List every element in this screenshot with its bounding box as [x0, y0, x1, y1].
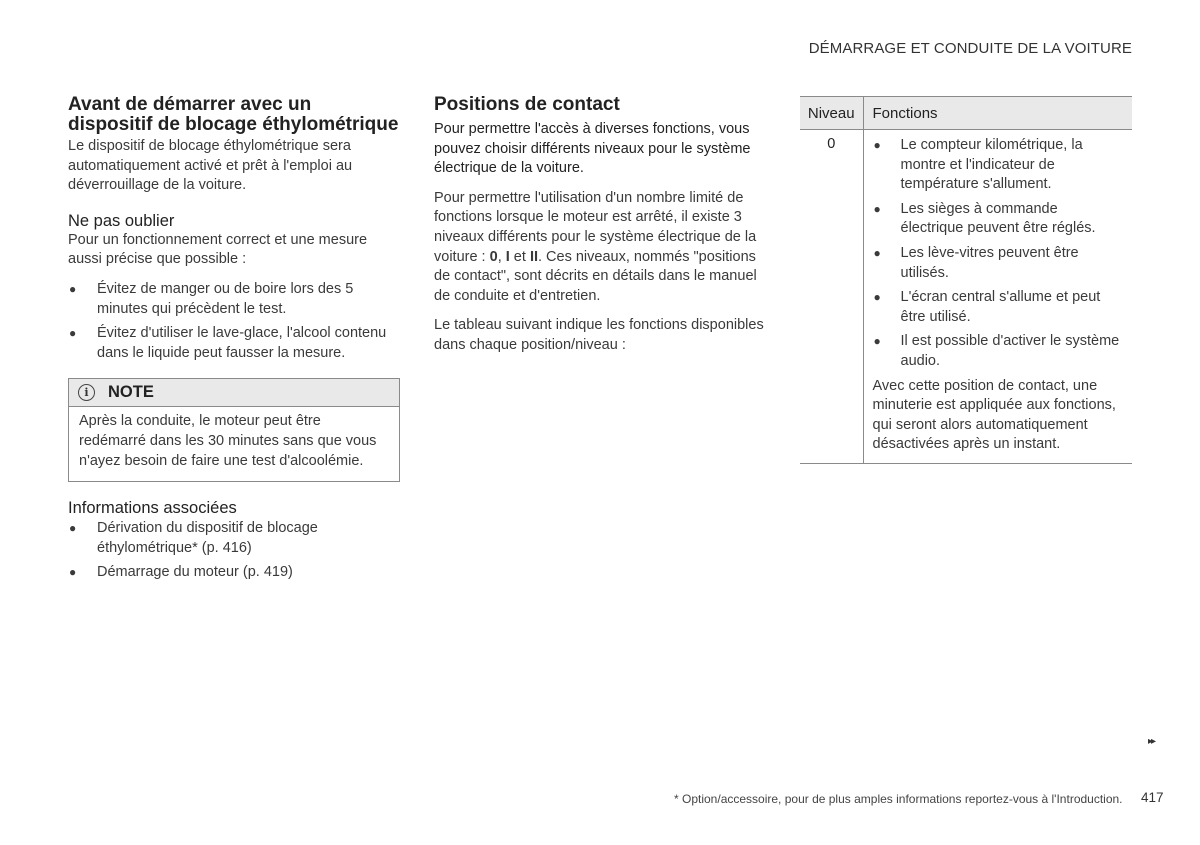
bullet-icon: ● — [69, 326, 77, 341]
reminder-list — [68, 280, 400, 363]
running-header: DÉMARRAGE ET CONDUITE DE LA VOITURE — [808, 40, 1132, 57]
list-item-text: Le compteur kilométrique, la montre et l'indicateur de température s'allument. — [900, 137, 1083, 193]
info-icon: i — [78, 384, 95, 401]
table-intro-paragraph: Le tableau suivant indique les fonctions disponibles dans chaque position/niveau : — [434, 317, 764, 353]
level-1-label: I — [505, 248, 510, 265]
bullet-icon: ● — [873, 334, 881, 349]
table-header-row — [800, 97, 1132, 130]
timer-note: Avec cette position de contact, une minuterie est appliquée aux fonctions, qui seront alors automatiquement désactivées après un instant. — [872, 377, 1116, 453]
list-item-text: Évitez d'utiliser le lave-glace, l'alcool contenu dans le liquide peut fausser la mesure. — [97, 325, 387, 361]
related-info-list — [68, 519, 400, 583]
list-item-text: Les sièges à commande électrique peuvent être réglés. — [900, 200, 1096, 237]
related-info-heading: Informations associées — [68, 499, 237, 518]
levels-paragraph — [434, 189, 764, 307]
list-item — [68, 280, 400, 319]
list-item — [873, 136, 1121, 195]
list-item — [873, 244, 1121, 283]
levels-text-start: Pour permettre l'utilisation d'un nombre limité de fonctions lorsque le moteur est arrêté, il existe 3 niveaux différents pour le système électrique de la voiture : — [434, 189, 757, 265]
list-item — [873, 332, 1121, 371]
section-title-ignition-positions: Positions de contact — [434, 94, 620, 115]
note-text: Après la conduite, le moteur peut être redémarré dans les 30 minutes sans que vous n'ayez besoin de faire une test d'alcoolémie. — [79, 413, 377, 469]
middle-column — [434, 95, 764, 356]
related-link-text[interactable]: Dérivation du dispositif de blocage éthylométrique* (p. 416) — [97, 520, 318, 556]
table-row — [800, 130, 1132, 464]
bullet-icon: ● — [873, 245, 881, 260]
bullet-icon: ● — [873, 138, 881, 152]
separator-text: , — [497, 248, 506, 265]
list-item — [873, 200, 1121, 239]
intro-paragraph: Le dispositif de blocage éthylométrique sera automatiquement activé et prêt à l'emploi au déverrouillage de la voiture. — [68, 138, 353, 194]
bullet-icon: ● — [69, 565, 77, 580]
list-item-text: Les lève-vitres peuvent être utilisés. — [900, 244, 1079, 281]
note-box — [68, 378, 400, 482]
list-item — [68, 324, 400, 363]
level-cell: 0 — [800, 130, 863, 464]
right-column — [800, 96, 1132, 464]
bullet-icon: ● — [873, 290, 881, 305]
bullet-icon: ● — [69, 521, 77, 536]
related-link[interactable] — [68, 563, 400, 583]
related-link[interactable] — [68, 519, 400, 558]
note-header — [69, 379, 399, 407]
section-title-breathalyzer: Avant de démarrer avec un dispositif de blocage éthylométrique — [68, 94, 399, 135]
level-0-label: 0 — [489, 248, 498, 265]
list-item-text: Évitez de manger ou de boire lors des 5 minutes qui précèdent le test. — [97, 280, 354, 317]
separator-text: et — [509, 248, 530, 265]
related-link-text[interactable]: Démarrage du moteur (p. 419) — [97, 564, 293, 581]
bullet-icon: ● — [69, 281, 77, 296]
column-header-level: Niveau — [800, 97, 863, 130]
reminder-heading: Ne pas oublier — [68, 211, 175, 230]
page-number: 417 — [1141, 790, 1164, 805]
list-item-text: L'écran central s'allume et peut être utilisé. — [900, 289, 1101, 325]
reminder-text: Pour un fonctionnement correct et une mesure aussi précise que possible : — [68, 231, 368, 268]
footnote: * Option/accessoire, pour de plus amples informations reportez-vous à l'Introduction. — [674, 792, 1123, 806]
left-column — [68, 95, 400, 588]
continue-arrow-icon: ▸▸ — [1148, 736, 1155, 747]
functions-list — [873, 136, 1121, 372]
bullet-icon: ● — [873, 201, 881, 216]
note-label: NOTE — [108, 383, 154, 402]
level-2-label: II — [529, 248, 538, 265]
lead-paragraph: Pour permettre l'accès à diverses fonctions, vous pouvez choisir différents niveaux pour le système électrique de la voiture. — [434, 121, 751, 177]
functions-cell — [863, 130, 1132, 464]
column-header-functions: Fonctions — [863, 97, 1132, 130]
levels-text-end: . Ces niveaux, nommés "positions de contact", sont décrits en détails dans le manuel de conduite et d'entretien. — [434, 248, 757, 304]
functions-table — [800, 96, 1132, 464]
list-item-text: Il est possible d'activer le système audio. — [900, 333, 1120, 369]
list-item — [873, 288, 1121, 327]
